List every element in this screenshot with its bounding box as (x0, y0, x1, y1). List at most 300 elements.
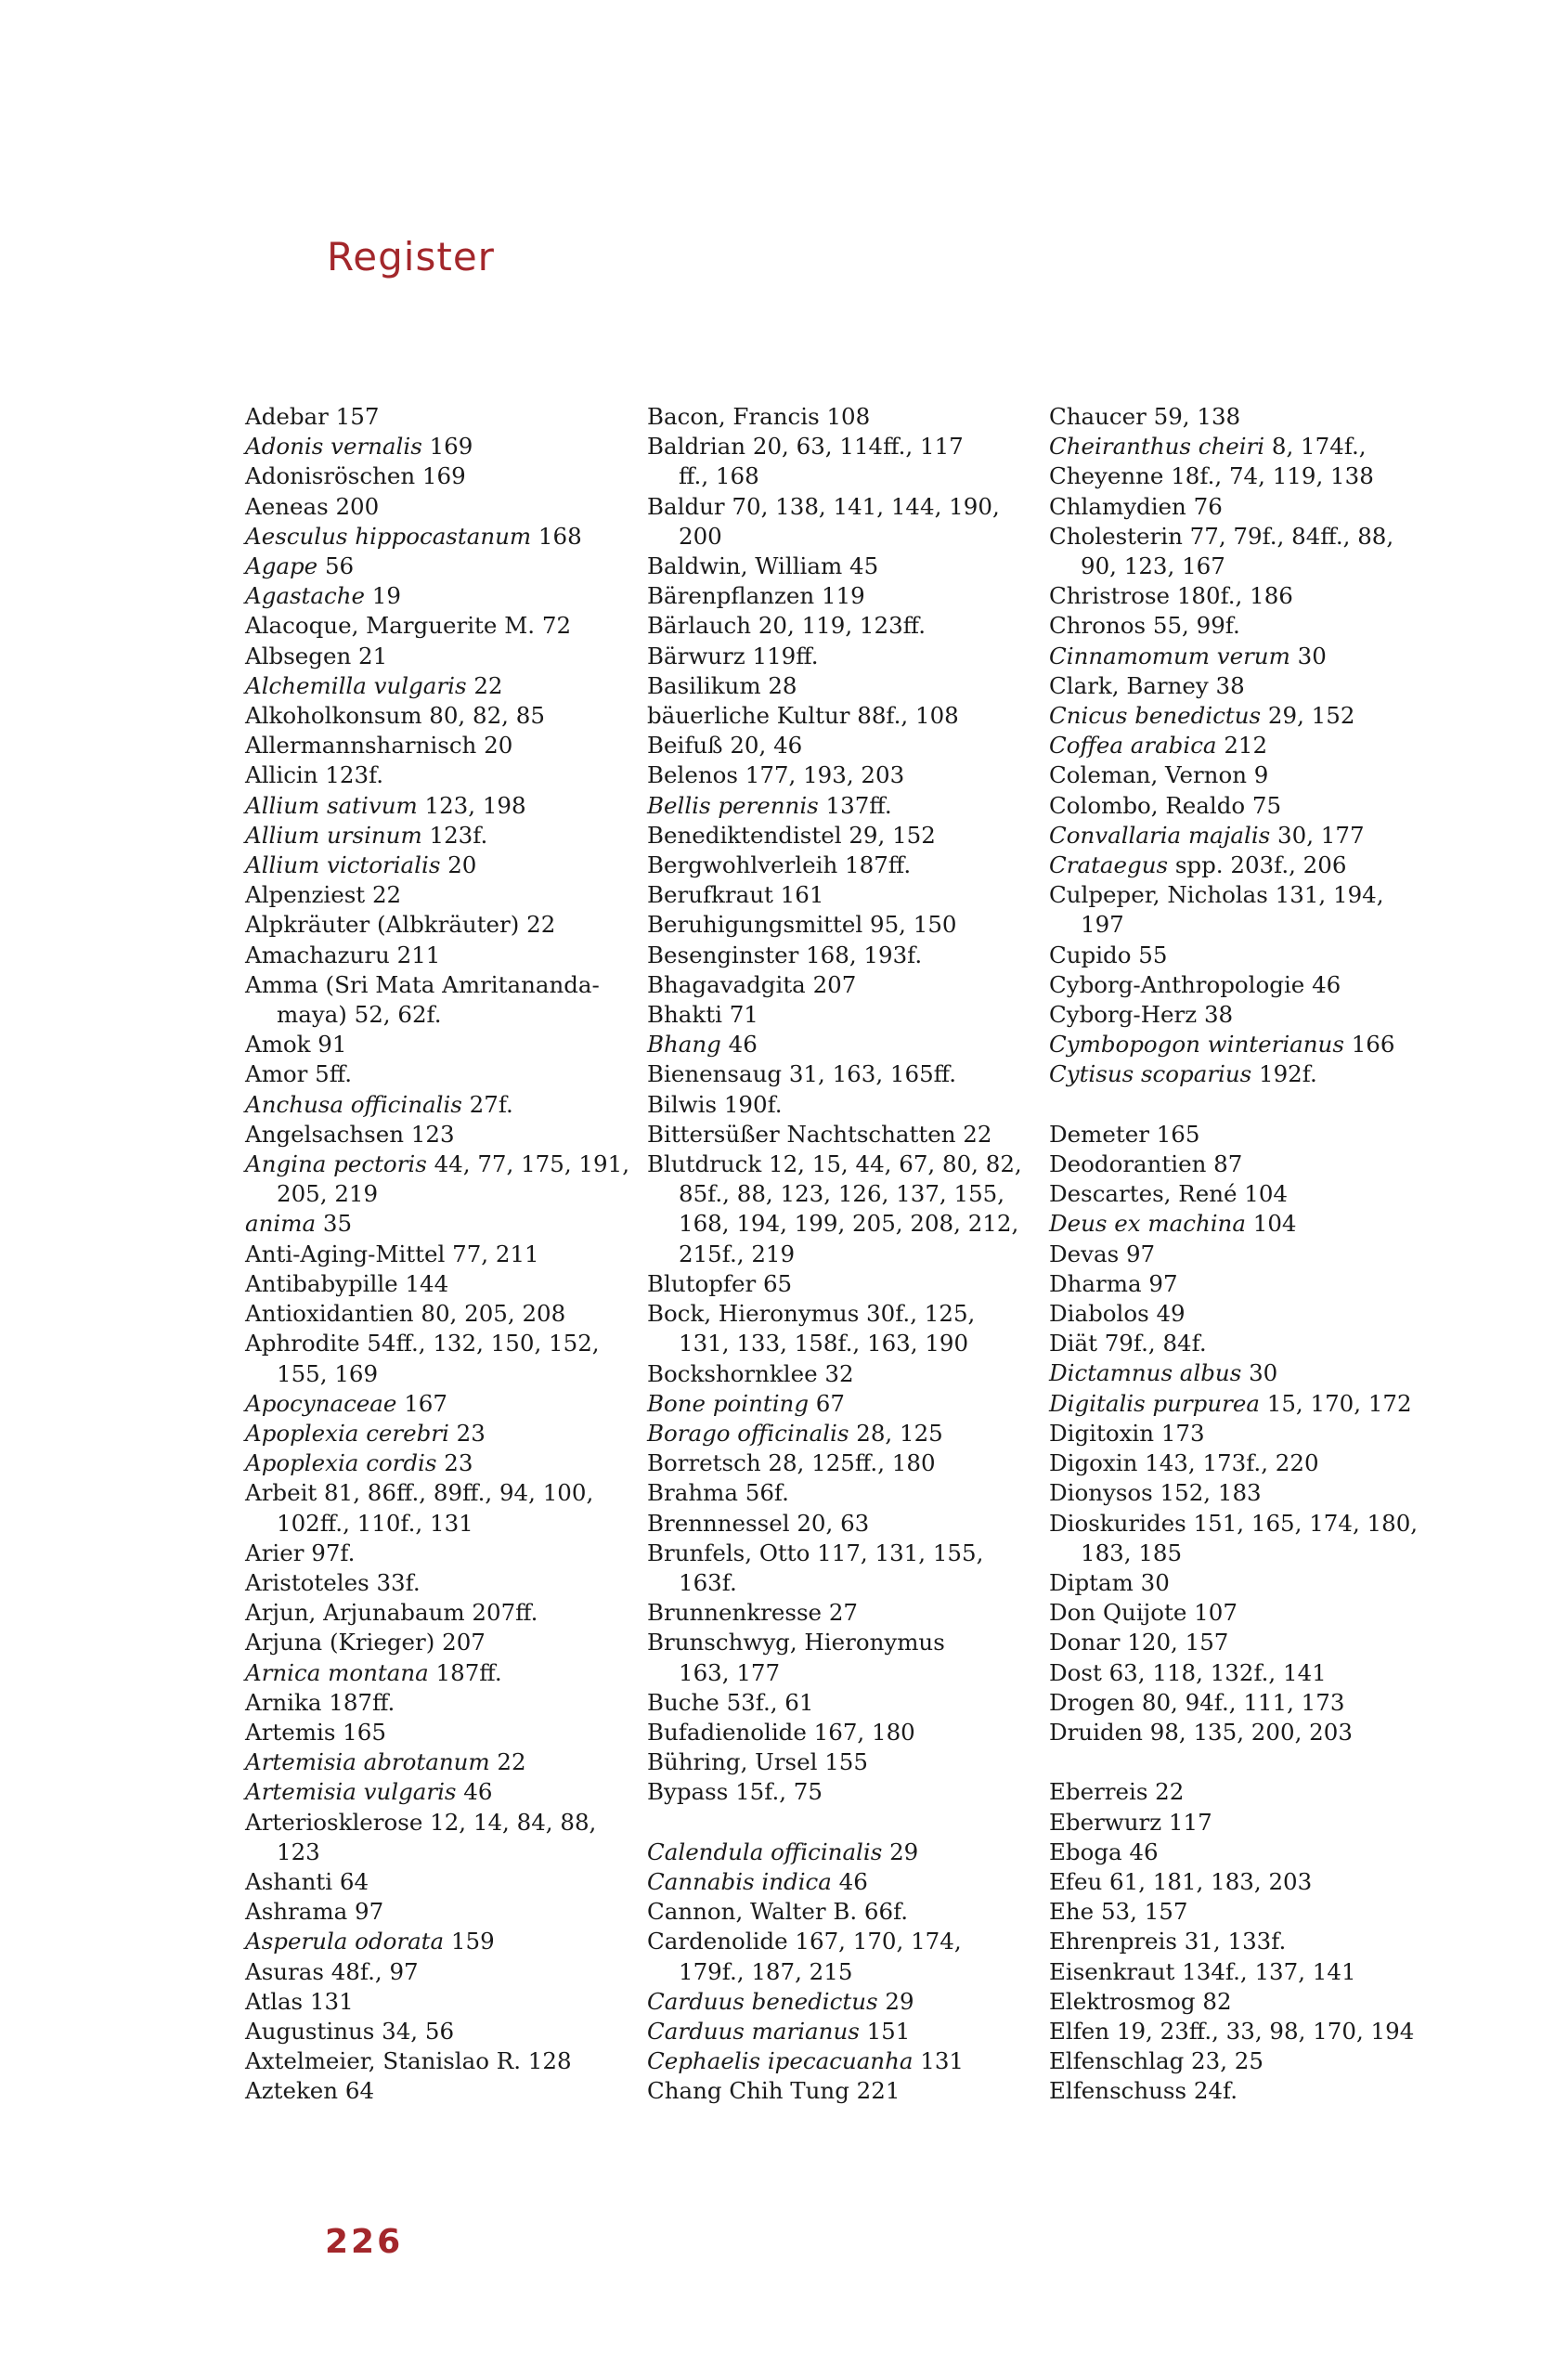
index-entry-text: Ehrenpreis 31, 133f. (1049, 1928, 1287, 1955)
index-entry-text: 155, 169 (277, 1359, 379, 1387)
index-entry-text: Blutopfer 65 (647, 1269, 793, 1297)
index-entry (245, 1059, 607, 1089)
index-entry-text: 212 (1216, 732, 1268, 760)
page-number: 226 (325, 2223, 404, 2261)
index-entry-text: 85f., 88, 123, 126, 137, 155, (679, 1180, 1005, 1208)
index-entry-text: Chang Chih Tung 221 (647, 2077, 901, 2105)
index-entry (647, 552, 1009, 581)
index-entry-text: 205, 219 (277, 1180, 379, 1208)
index-entry-continuation (1049, 910, 1411, 940)
index-term-italic: Cinnamomum verum (1049, 642, 1290, 669)
index-term-italic: Bellis perennis (647, 791, 819, 819)
index-entry (1049, 941, 1411, 970)
index-entry (1049, 1179, 1411, 1209)
index-entry (1049, 880, 1411, 910)
index-entry-text: 27f. (461, 1090, 513, 1118)
index-entry-text: Axtelmeier, Stanislao R. 128 (245, 2047, 572, 2075)
index-term-italic: Anchusa officinalis (245, 1090, 462, 1118)
index-entry-text: Culpeper, Nicholas 131, 194, (1049, 881, 1384, 909)
index-entry (647, 1090, 1009, 1120)
index-entry (245, 611, 607, 641)
index-entry (1049, 1688, 1411, 1718)
index-entry-text: 90, 123, 167 (1081, 552, 1225, 580)
index-entry (245, 1209, 607, 1239)
index-entry (647, 611, 1009, 641)
index-entry (1049, 1808, 1411, 1838)
index-entry (1049, 2076, 1411, 2106)
index-entry-text: 123f. (421, 821, 488, 849)
index-term-italic: Adonis vernalis (245, 433, 422, 461)
index-entry-text: Ashrama 97 (245, 1898, 384, 1926)
index-entry-text: Arnika 187ff. (245, 1688, 395, 1716)
index-entry-text: ff., 168 (679, 462, 759, 490)
index-entry (245, 2076, 607, 2106)
index-entry-text: 187ff. (428, 1658, 502, 1686)
index-entry-text: Bhakti 71 (647, 1001, 758, 1029)
index-entry-text: 22 (489, 1748, 526, 1776)
index-entry (647, 1628, 1009, 1657)
index-entry-text: Atlas 131 (245, 1987, 354, 2015)
index-entry-text: Elektrosmog 82 (1049, 1987, 1232, 2015)
index-entry-text: Arjun, Arjunabaum 207ff. (245, 1599, 538, 1627)
index-entry-text: Digitoxin 173 (1049, 1419, 1205, 1447)
index-entry (647, 1897, 1009, 1927)
index-entry (245, 1598, 607, 1628)
index-entry (1049, 1120, 1411, 1150)
index-entry-text: 102ff., 110f., 131 (277, 1509, 473, 1537)
index-entry-text: Cannon, Walter B. 66f. (647, 1898, 909, 1926)
index-entry-text: 29 (877, 1987, 914, 2015)
index-entry (1049, 1718, 1411, 1747)
index-entry (1049, 1358, 1411, 1388)
index-entry-text: Ashanti 64 (245, 1867, 369, 1895)
index-entry (1049, 1897, 1411, 1927)
index-entry (1049, 1658, 1411, 1688)
index-entry (1049, 1240, 1411, 1269)
index-entry (647, 1389, 1009, 1419)
index-entry (647, 2076, 1009, 2106)
index-entry (647, 1299, 1009, 1329)
index-entry (245, 2046, 607, 2076)
index-entry (245, 1419, 607, 1448)
index-entry-text: Augustinus 34, 56 (245, 2017, 455, 2045)
index-entry-continuation (245, 1509, 607, 1539)
index-entry (1049, 671, 1411, 701)
index-entry (245, 671, 607, 701)
index-entry-text: Bacon, Francis 108 (647, 403, 871, 430)
index-term-italic: Asperula odorata (245, 1928, 445, 1955)
index-entry (245, 1090, 607, 1120)
index-entry-text: 137ff. (818, 791, 892, 819)
index-entry-text: Albsegen 21 (245, 642, 388, 669)
index-entry (647, 1120, 1009, 1150)
index-entry-text: Bufadienolide 167, 180 (647, 1718, 915, 1746)
index-entry-text: Alacoque, Marguerite M. 72 (245, 612, 572, 640)
index-entry-text: Eisenkraut 134f., 137, 141 (1049, 1957, 1356, 1985)
index-term-italic: Cytisus scoparius (1049, 1060, 1252, 1088)
index-entry (647, 1419, 1009, 1448)
index-entry (1049, 821, 1411, 851)
index-entry (1049, 1269, 1411, 1299)
index-entry (647, 1448, 1009, 1478)
index-entry (245, 1568, 607, 1598)
index-entry (245, 1927, 607, 1956)
index-entry (647, 581, 1009, 611)
index-entry-text: Druiden 98, 135, 200, 203 (1049, 1718, 1353, 1746)
index-entry-text: Berufkraut 161 (647, 881, 824, 909)
index-entry-text: 215f., 219 (679, 1240, 796, 1267)
index-entry-text: Baldur 70, 138, 141, 144, 190, (647, 492, 1000, 520)
index-term-italic: Calendula officinalis (647, 1838, 883, 1865)
index-entry-text: 15, 170, 172 (1259, 1389, 1412, 1417)
index-entry-text: Basilikum 28 (647, 671, 797, 699)
index-term-italic: Digitalis purpurea (1049, 1389, 1260, 1417)
index-entry-text: Arjuna (Krieger) 207 (245, 1629, 486, 1656)
index-entry-continuation (245, 1838, 607, 1867)
index-entry-text: 30 (1241, 1359, 1278, 1387)
index-entry (1049, 402, 1411, 432)
index-entry-text: Arier 97f. (245, 1539, 356, 1566)
index-entry-text: Arteriosklerose 12, 14, 84, 88, (245, 1808, 597, 1836)
index-entry-text: bäuerliche Kultur 88f., 108 (647, 702, 959, 730)
index-entry (1049, 461, 1411, 491)
index-entry-text: 168, 194, 199, 205, 208, 212, (679, 1210, 1019, 1238)
index-entry (647, 1867, 1009, 1897)
index-entry-text: maya) 52, 62f. (277, 1001, 442, 1029)
index-entry-text: 169 (421, 433, 473, 461)
index-entry-text: Amma (Sri Mata Amritananda- (245, 970, 600, 998)
index-entry (647, 1150, 1022, 1179)
index-entry-continuation (1049, 552, 1411, 581)
index-entry-text: Artemis 165 (245, 1718, 386, 1746)
index-entry (1049, 1478, 1411, 1508)
index-entry (245, 731, 607, 760)
index-entry (1049, 1867, 1411, 1897)
index-entry-text: 131 (913, 2047, 965, 2075)
index-entry (647, 1598, 1009, 1628)
index-entry-text: Diabolos 49 (1049, 1300, 1186, 1328)
index-entry (647, 1539, 1009, 1568)
index-entry-text: Bärenpflanzen 119 (647, 582, 865, 610)
index-entry (245, 1867, 607, 1897)
index-entry-text: 56 (317, 552, 355, 580)
index-entry-text: 46 (720, 1031, 758, 1059)
index-entry-text: Bärlauch 20, 119, 123ff. (647, 612, 927, 640)
index-term-italic: Allium victorialis (245, 851, 441, 879)
index-entry-continuation (647, 1329, 1009, 1358)
index-entry-text: 29, 152 (1261, 702, 1355, 730)
index-entry (647, 1747, 1009, 1777)
index-entry (647, 1030, 1009, 1059)
index-entry (245, 970, 607, 1000)
index-entry-text: Devas 97 (1049, 1240, 1156, 1267)
index-entry (647, 1987, 1009, 2017)
index-entry (1049, 1150, 1411, 1179)
index-entry-continuation (647, 1957, 1009, 1987)
index-entry-text: 20 (440, 851, 477, 879)
index-entry (647, 492, 1009, 522)
index-entry-text: Bienensaug 31, 163, 165ff. (647, 1060, 956, 1088)
index-term-italic: Allium ursinum (245, 821, 422, 849)
index-entry (1049, 2046, 1411, 2076)
index-entry-text: 166 (1343, 1031, 1395, 1059)
index-entry-text: 192f. (1251, 1060, 1317, 1088)
index-entry-text: Cupido 55 (1049, 941, 1168, 968)
index-entry (245, 1688, 607, 1718)
index-entry (245, 791, 607, 821)
index-entry-text: Drogen 80, 94f., 111, 173 (1049, 1688, 1345, 1716)
index-entry (245, 701, 607, 731)
index-entry (647, 1838, 1009, 1867)
index-entry (245, 851, 607, 880)
index-entry-text: 28, 125 (849, 1419, 943, 1447)
index-entry (245, 432, 607, 461)
index-column-3 (1049, 402, 1419, 2107)
index-entry-text: Diptam 30 (1049, 1568, 1170, 1596)
index-entry-text: Eboga 46 (1049, 1838, 1159, 1865)
index-entry-continuation (245, 1179, 607, 1209)
index-entry-continuation (245, 1000, 607, 1030)
index-entry-text: 151 (859, 2017, 911, 2045)
index-entry (1049, 1209, 1411, 1239)
index-term-italic: Allium sativum (245, 791, 418, 819)
index-term-italic: Crataegus (1049, 851, 1169, 879)
index-entry-text: Digoxin 143, 173f., 220 (1049, 1449, 1319, 1477)
index-entry (245, 910, 607, 940)
index-entry (647, 701, 1009, 731)
index-entry-text: Cyborg-Anthropologie 46 (1049, 970, 1341, 998)
index-entry-text: Angelsachsen 123 (245, 1120, 455, 1148)
index-entry (245, 552, 607, 581)
index-entry-text: Bilwis 190f. (647, 1090, 783, 1118)
index-entry (1049, 791, 1411, 821)
index-entry-text: Antibabypille 144 (245, 1269, 449, 1297)
index-entry-text: 8, 174f., (1264, 433, 1367, 461)
index-entry-text: Cheyenne 18f., 74, 119, 138 (1049, 462, 1374, 490)
index-entry (245, 1329, 607, 1358)
index-entry (1049, 1957, 1411, 1987)
index-entry (245, 760, 607, 790)
index-entry (1049, 432, 1411, 461)
index-entry (245, 1389, 607, 1419)
index-entry (1049, 1448, 1411, 1478)
index-entry (647, 1059, 1009, 1089)
index-entry (245, 1539, 607, 1568)
index-entry-text: Amor 5ff. (245, 1060, 353, 1088)
index-entry-text: Clark, Barney 38 (1049, 671, 1245, 699)
index-entry (647, 671, 1009, 701)
index-entry-text: Deodorantien 87 (1049, 1150, 1243, 1178)
index-term-italic: Carduus benedictus (647, 1987, 878, 2015)
index-entry (1049, 492, 1411, 522)
index-entry-continuation (647, 1209, 1019, 1239)
index-entry (1049, 2017, 1415, 2046)
index-entry (647, 642, 1009, 671)
index-entry (647, 821, 1009, 851)
index-entry-text: Aeneas 200 (245, 492, 380, 520)
index-entry-text: Bittersüßer Nachtschatten 22 (647, 1120, 992, 1148)
index-entry (245, 1777, 607, 1807)
index-entry-text: 179f., 187, 215 (679, 1957, 853, 1985)
index-entry (647, 1688, 1009, 1718)
index-entry (1049, 642, 1411, 671)
index-entry (647, 880, 1009, 910)
index-entry-text: Dioskurides 151, 165, 174, 180, (1049, 1509, 1419, 1537)
index-entry-text: Coleman, Vernon 9 (1049, 761, 1269, 789)
index-entry (245, 1808, 607, 1838)
index-entry (245, 642, 607, 671)
index-entry (245, 1957, 607, 1987)
index-entry-text: 197 (1081, 911, 1124, 939)
index-entry-text: 131, 133, 158f., 163, 190 (679, 1330, 969, 1357)
index-entry-text: Alpenziest 22 (245, 881, 402, 909)
index-entry-continuation (647, 1658, 1009, 1688)
index-entry (647, 1359, 1009, 1389)
index-entry (245, 1299, 607, 1329)
index-entry-text: Brahma 56f. (647, 1479, 789, 1507)
index-entry-text: 30 (1289, 642, 1327, 669)
index-entry-text: Diät 79f., 84f. (1049, 1330, 1207, 1357)
index-entry-text: 159 (444, 1928, 495, 1955)
index-entry (245, 522, 607, 552)
index-entry-text: 183, 185 (1081, 1539, 1183, 1566)
index-entry-text: Benediktendistel 29, 152 (647, 821, 936, 849)
index-entry (647, 910, 1009, 940)
index-term-italic: Coffea arabica (1049, 732, 1217, 760)
index-entry-text: 200 (679, 522, 722, 550)
index-entry-text: Asuras 48f., 97 (245, 1957, 419, 1985)
index-entry-text: Chlamydien 76 (1049, 492, 1223, 520)
index-entry (1049, 581, 1411, 611)
index-term-italic: Deus ex machina (1049, 1210, 1246, 1238)
index-entry (1049, 851, 1411, 880)
index-entry-text: Don Quijote 107 (1049, 1599, 1238, 1627)
index-entry-text: Eberwurz 117 (1049, 1808, 1212, 1836)
index-entry-text: Bock, Hieronymus 30f., 125, (647, 1300, 976, 1328)
index-entry-text: Borretsch 28, 125ff., 180 (647, 1449, 936, 1477)
index-entry-text: Anti-Aging-Mittel 77, 211 (245, 1240, 539, 1267)
index-entry-continuation (647, 1240, 1009, 1269)
index-term-italic: Artemisia abrotanum (245, 1748, 490, 1776)
index-entry-text: 163, 177 (679, 1658, 781, 1686)
index-entry-text: Chronos 55, 99f. (1049, 612, 1240, 640)
index-entry-text: Dionysos 152, 183 (1049, 1479, 1262, 1507)
index-entry-continuation (647, 522, 1009, 552)
index-entry-text: Dost 63, 118, 132f., 141 (1049, 1658, 1327, 1686)
index-entry (1049, 1059, 1411, 1089)
index-entry-text: Bhagavadgita 207 (647, 970, 857, 998)
index-entry-text: Baldwin, William 45 (647, 552, 879, 580)
index-entry-text: Brennnessel 20, 63 (647, 1509, 870, 1537)
index-entry (245, 821, 607, 851)
index-entry (245, 1478, 607, 1508)
index-entry-text: Bühring, Ursel 155 (647, 1748, 868, 1776)
index-term-italic: Angina pectoris (245, 1150, 427, 1178)
index-entry (647, 1000, 1009, 1030)
index-entry (245, 1269, 607, 1299)
index-term-italic: Bhang (647, 1031, 721, 1059)
index-term-italic: Bone pointing (647, 1389, 810, 1417)
index-entry (245, 1030, 607, 1059)
index-term-italic: Cephaelis ipecacuanha (647, 2047, 914, 2075)
index-entry (647, 402, 1009, 432)
index-entry (647, 432, 1009, 461)
index-entry (1049, 1987, 1411, 2017)
index-entry-text: 67 (809, 1389, 845, 1417)
index-entry-text: 23 (436, 1449, 473, 1477)
index-term-italic: Cymbopogon winterianus (1049, 1031, 1344, 1059)
index-entry (245, 461, 607, 491)
index-entry-text: Bergwohlverleih 187ff. (647, 851, 912, 879)
index-entry (245, 492, 607, 522)
index-entry-text: Dharma 97 (1049, 1269, 1178, 1297)
section-gap (647, 1808, 1009, 1838)
index-entry-text: Aphrodite 54ff., 132, 150, 152, (245, 1330, 600, 1357)
index-entry (1049, 1299, 1411, 1329)
index-entry (647, 851, 1009, 880)
index-entry-text: Amachazuru 211 (245, 941, 441, 968)
index-entry (1049, 701, 1411, 731)
index-entry-text: Beruhigungsmittel 95, 150 (647, 911, 957, 939)
index-entry-continuation (245, 1359, 607, 1389)
index-entry (1049, 1628, 1411, 1657)
index-entry (647, 2017, 1009, 2046)
index-entry (647, 1777, 1009, 1807)
index-entry (1049, 1598, 1411, 1628)
index-column-1 (245, 402, 629, 2107)
index-entry-text: 23 (448, 1419, 486, 1447)
index-entry-text: 104 (1245, 1210, 1297, 1238)
index-entry-text: 29 (882, 1838, 919, 1865)
index-entry (647, 1509, 1009, 1539)
index-entry (1049, 1927, 1411, 1956)
index-entry-text: Alpkräuter (Albkräuter) 22 (245, 911, 556, 939)
index-entry (245, 1240, 607, 1269)
index-entry (647, 791, 1009, 821)
index-entry (1049, 1777, 1411, 1807)
section-gap (1049, 1747, 1411, 1777)
index-term-italic: Arnica montana (245, 1658, 429, 1686)
index-term-italic: Cheiranthus cheiri (1049, 433, 1265, 461)
index-entry-text: Elfenschuss 24f. (1049, 2077, 1238, 2105)
index-term-italic: Apocynaceae (245, 1389, 397, 1417)
index-entry (1049, 1568, 1411, 1598)
index-entry (245, 1120, 607, 1150)
index-column-2 (647, 402, 1022, 2107)
index-entry-text: Allicin 123f. (245, 761, 384, 789)
index-entry-text: 46 (831, 1867, 868, 1895)
index-entry (647, 941, 1009, 970)
index-entry-text: Elfen 19, 23ff., 33, 98, 170, 194 (1049, 2017, 1415, 2045)
index-entry-text: 35 (316, 1210, 353, 1238)
index-entry (1049, 611, 1411, 641)
index-entry-text: 44, 77, 175, 191, (426, 1150, 629, 1178)
index-entry-text: Christrose 180f., 186 (1049, 582, 1293, 610)
index-entry-text: Descartes, René 104 (1049, 1180, 1289, 1208)
index-entry (245, 880, 607, 910)
index-entry-text: Brunschwyg, Hieronymus (647, 1629, 945, 1656)
index-entry (647, 1718, 1009, 1747)
index-entry-text: Cardenolide 167, 170, 174, (647, 1928, 962, 1955)
index-entry-text: Beifuß 20, 46 (647, 732, 803, 760)
index-entry-text: Donar 120, 157 (1049, 1629, 1229, 1656)
index-term-italic: Agape (245, 552, 318, 580)
index-term-italic: Cannabis indica (647, 1867, 832, 1895)
index-entry (647, 731, 1009, 760)
index-entry-text: Colombo, Realdo 75 (1049, 791, 1282, 819)
index-entry-text: Aristoteles 33f. (245, 1568, 421, 1596)
index-entry-text: Adonisröschen 169 (245, 462, 466, 490)
